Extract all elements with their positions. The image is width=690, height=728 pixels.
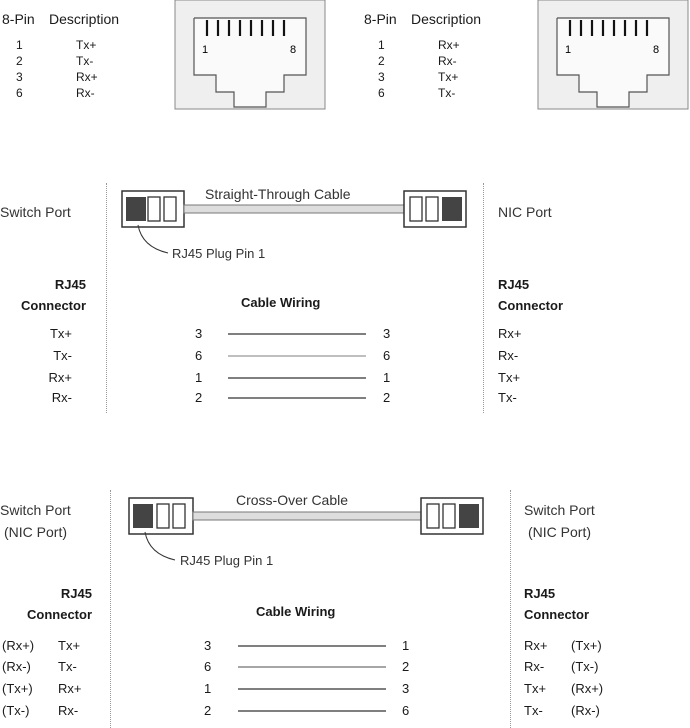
pin-number: 6 [16,86,23,100]
left-alt-signal: (Tx-) [2,703,30,718]
desc-header: Description [49,11,120,27]
pin-number: 2 [378,54,385,68]
right-signal: Rx- [498,348,519,363]
left-signal: Tx- [53,348,72,363]
right-port-label [524,499,595,543]
divider-right [510,490,511,728]
jack-pin-right-label: 8 [290,44,297,56]
right-signal: Rx+ [498,326,522,341]
left-alt-signal: (Tx+) [2,681,33,696]
pin-b: 3 [402,681,410,696]
connector-heading-line: RJ45 [60,586,92,601]
connector-heading-line: RJ45 [54,277,86,292]
left-signal: Tx+ [58,638,81,653]
right-alt-signal: (Rx+) [571,681,604,696]
left-signal: Rx+ [58,681,82,696]
left-port-label: Switch Port [0,204,71,220]
pin-desc: Rx+ [438,38,460,52]
wiring-title: Cable Wiring [256,604,336,619]
right-connector-heading [498,274,563,316]
right-signal: Tx- [498,390,517,405]
left-signal: Rx- [51,390,72,405]
connector-heading-line: Connector [498,298,563,313]
right-connector-heading [524,583,589,625]
connector-heading-line: Connector [27,607,92,622]
pin-a: 2 [195,390,203,405]
jack-pin-left-label: 1 [202,44,209,56]
left-signal: Tx- [58,659,77,674]
port-line: (NIC Port) [528,524,591,540]
pin-number: 2 [16,54,23,68]
pin-b: 1 [402,638,410,653]
pin-a: 1 [195,370,203,385]
pin-desc: Rx+ [76,70,98,84]
pin-number: 1 [378,38,385,52]
left-alt-signal: (Rx-) [2,659,31,674]
straight-wiring-lines [220,326,380,406]
pin-number: 6 [378,86,385,100]
crossover-wiring-lines [230,638,400,718]
pin-b: 6 [383,348,391,363]
pin-desc: Rx- [438,54,457,68]
left-connector-heading [0,274,86,316]
plug-pin-label: RJ45 Plug Pin 1 [172,246,266,261]
left-connector-heading [0,583,92,625]
pin-b: 1 [383,370,391,385]
divider-right [483,183,484,413]
left-signal: Tx+ [49,326,72,341]
right-signal: Tx- [524,703,543,718]
pin-desc: Tx+ [438,70,459,84]
pin-b: 2 [383,390,391,405]
desc-header: Description [411,11,482,27]
pin-header: 8-Pin [2,11,35,27]
right-alt-signal: (Tx-) [571,659,599,674]
right-signal: Tx+ [524,681,547,696]
pin-a: 1 [204,681,212,696]
pin-number: 3 [378,70,385,84]
pin-b: 6 [402,703,410,718]
jack-pin-left-label: 1 [565,44,572,56]
pin-a: 3 [195,326,203,341]
pin-number: 3 [16,70,23,84]
divider-left [110,490,111,728]
pin-a: 6 [195,348,203,363]
pin-a: 6 [204,659,212,674]
right-alt-signal: (Tx+) [571,638,602,653]
pin-desc: Rx- [76,86,95,100]
port-line: Switch Port [524,502,595,518]
divider-left [106,183,107,413]
right-signal: Tx+ [498,370,521,385]
right-port-label: NIC Port [498,204,552,220]
right-signal: Rx- [524,659,545,674]
rj45-jack-diagram [174,0,326,110]
pin-number: 1 [16,38,23,52]
cable-title: Straight-Through Cable [205,186,351,202]
left-port-label [0,499,71,543]
right-signal: Rx+ [524,638,548,653]
port-line: Switch Port [0,502,71,518]
connector-heading-line: Connector [524,607,589,622]
pin-b: 2 [402,659,410,674]
cable-title: Cross-Over Cable [236,492,349,508]
port-line: (NIC Port) [4,524,67,540]
pin-desc: Tx- [438,86,456,100]
jack-pin-right-label: 8 [653,44,660,56]
connector-heading-line: Connector [21,298,86,313]
pin-desc: Tx+ [76,38,97,52]
connector-heading-line: RJ45 [498,277,530,292]
plug-pin-label: RJ45 Plug Pin 1 [180,553,274,568]
connector-heading-line: RJ45 [524,586,556,601]
right-alt-signal: (Rx-) [571,703,600,718]
pin-a: 2 [204,703,212,718]
wiring-title: Cable Wiring [241,295,321,310]
pin-a: 3 [204,638,212,653]
left-signal: Rx+ [48,370,72,385]
pin-header: 8-Pin [364,11,397,27]
pin-desc: Tx- [76,54,94,68]
left-signal: Rx- [58,703,79,718]
pin-b: 3 [383,326,391,341]
rj45-jack-diagram [537,0,689,110]
left-alt-signal: (Rx+) [2,638,35,653]
